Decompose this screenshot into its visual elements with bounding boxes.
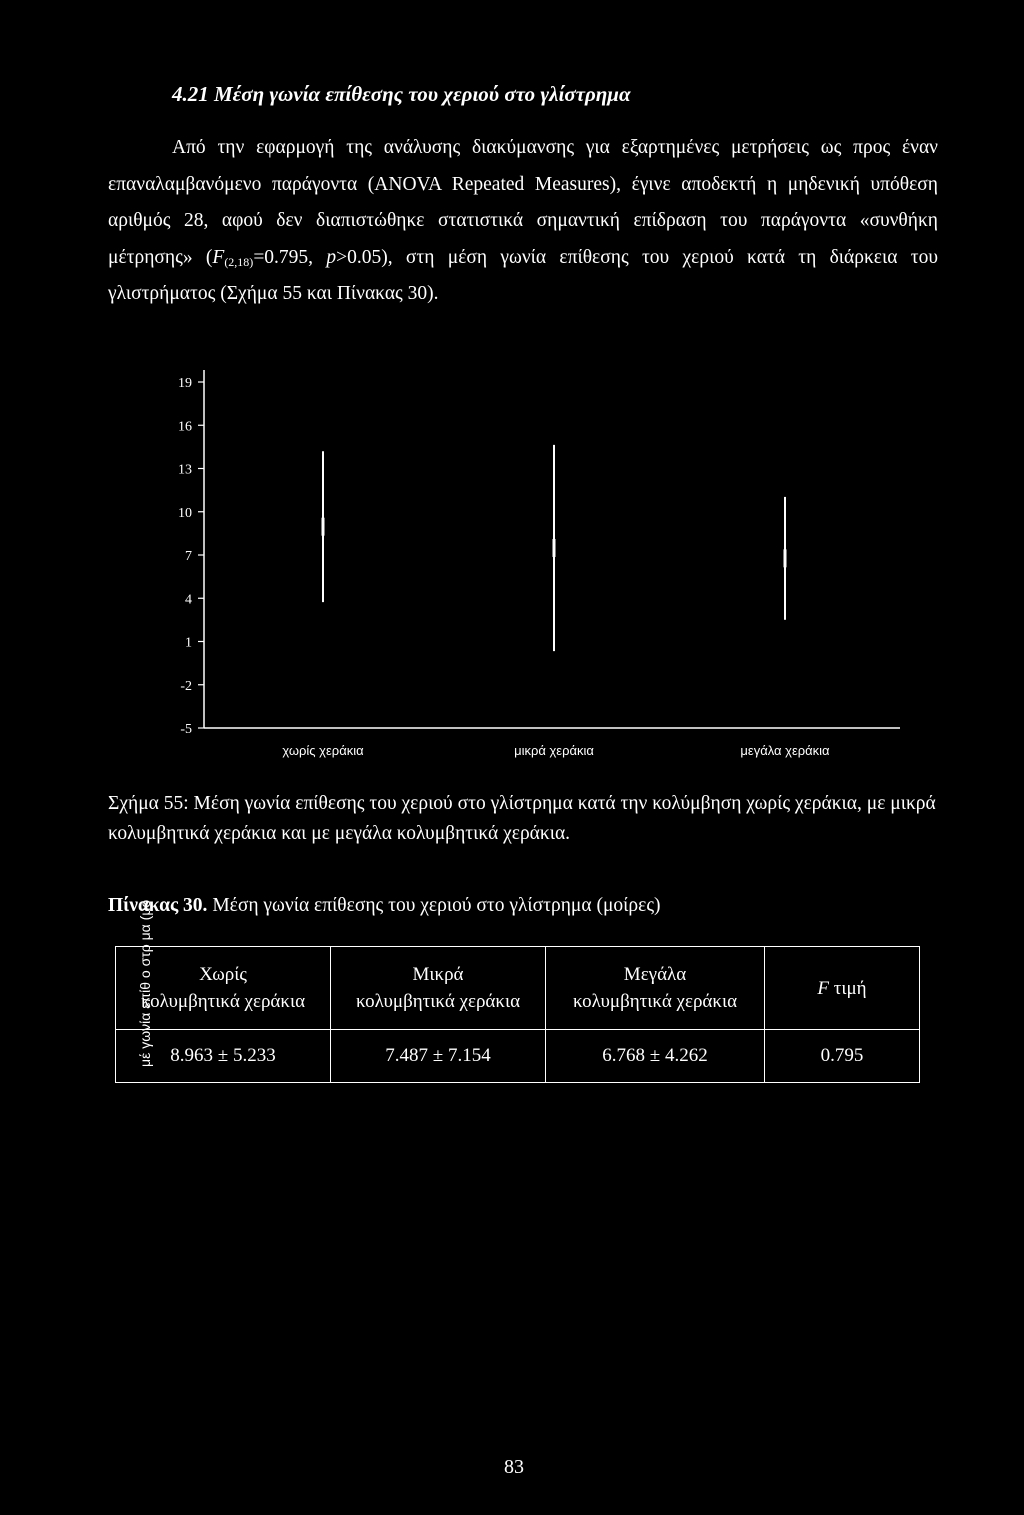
y-tick-label: 19 (178, 376, 192, 391)
p-symbol: p (326, 246, 337, 268)
x-category-label: χωρίς χεράκια (282, 743, 364, 758)
y-tick-label: -2 (180, 678, 192, 694)
table-cell: 0.795 (765, 1030, 920, 1083)
paragraph-text-2: =0.795, (253, 246, 327, 268)
y-axis-label: μέ γωνία επίθ ο στρ μα (μο (137, 899, 153, 1067)
table-header-no-paddles (116, 947, 331, 1030)
figure-caption: Σχήμα 55: Μέση γωνία επίθεσης του χεριού στο γλίστρημα κατά την κολύμβηση χωρίς χεράκια, με μικρά κολυμβητικά χεράκια και με μεγάλα κολυμβητικά χεράκια. (108, 793, 936, 844)
mean-marker (553, 539, 556, 557)
f-degrees: (2,18) (224, 254, 254, 269)
header-line: κολυμβητικά χεράκια (355, 991, 521, 1012)
table-title-text: Μέση γωνία επίθεσης του χεριού στο γλίστρημα (μοίρες) (207, 895, 661, 916)
error-bars (322, 445, 787, 651)
table-cell: 7.487 ± 7.154 (331, 1030, 546, 1083)
x-category-labels (282, 743, 830, 758)
f-symbol: F (212, 246, 225, 268)
y-tick-label: 7 (185, 549, 192, 564)
table-title (108, 895, 661, 917)
table-header-large-paddles (546, 947, 765, 1030)
body-paragraph (108, 130, 938, 313)
table-header-row (116, 947, 920, 1030)
paragraph-text-3: >0.05), στη μέση γωνία επίθεσης του χεριού κατά τη διάρκεια του γλιστρήματος (Σχήμα 55 και Πίνακας 30). (108, 246, 938, 304)
page-number: 83 (504, 1456, 524, 1478)
table-row (116, 1030, 920, 1083)
header-line: κολυμβητικά χεράκια (140, 991, 306, 1012)
y-ticks (178, 376, 204, 737)
results-table (115, 946, 920, 1083)
y-tick-label: 4 (185, 592, 192, 608)
header-line: κολυμβητικά χεράκια (572, 991, 738, 1012)
table-cell: 8.963 ± 5.233 (116, 1030, 331, 1083)
table-title-number: Πίνακας 30. (108, 895, 208, 916)
header-line: Μικρά (412, 964, 464, 985)
x-category-label: μικρά χεράκια (514, 743, 594, 758)
table-header-small-paddles (331, 947, 546, 1030)
header-line: Χωρίς (199, 964, 247, 985)
mean-marker (322, 518, 325, 536)
y-tick-label: 1 (185, 635, 192, 651)
paragraph-text-1: Από την εφαρμογή της ανάλυσης διακύμανσης για εξαρτημένες μετρήσεις ως προς έναν επαναλαμβανόμενο παράγοντα (ANOVA Repeated Measures), έγινε αποδεκτή η μηδενική υπόθεση αριθμός 28, αφού δεν διαπιστώθηκε στατιστικά σημαντική επίδραση του παράγοντα «συνθήκη μέτρησης» ( (108, 137, 938, 268)
y-tick-label: 10 (178, 505, 192, 521)
header-f-symbol: F (817, 977, 829, 999)
y-tick-label: 13 (178, 462, 192, 478)
table-cell: 6.768 ± 4.262 (546, 1030, 765, 1083)
header-line: Μεγάλα (623, 964, 687, 985)
table-header-f-value (765, 947, 920, 1030)
x-category-label: μεγάλα χεράκια (740, 743, 830, 758)
y-tick-label: -5 (180, 722, 192, 737)
mean-marker (784, 549, 787, 567)
section-heading: 4.21 Μέση γωνία επίθεσης του χεριού στο γλίστρημα (172, 82, 631, 106)
y-tick-label: 16 (178, 419, 192, 435)
header-line: τιμή (828, 977, 867, 999)
